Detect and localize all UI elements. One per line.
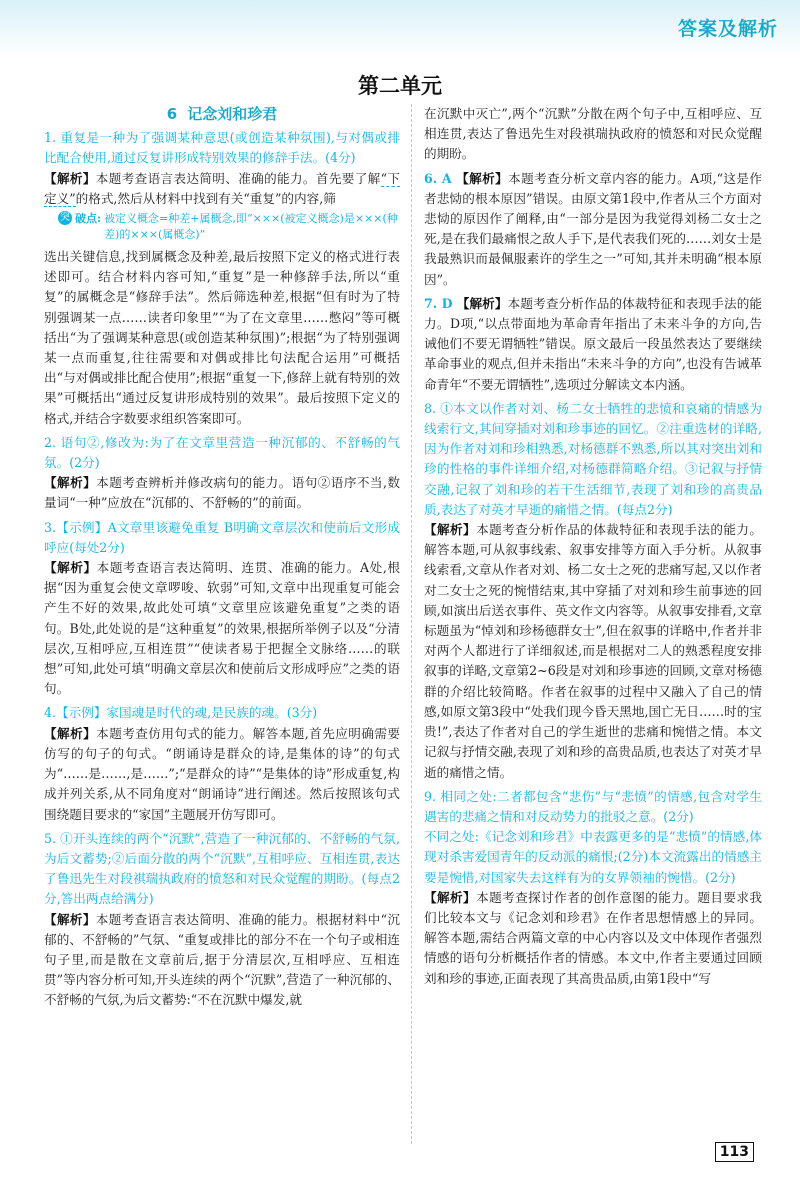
q8-answer: 8. ①本文以作者对刘、杨二女士牺牲的悲愤和哀痛的情感为线索行文,其间穿插对刘和珍事迹的回忆。②注重选材的详略,因为作者对刘和珍相熟悉,对杨德群不熟悉,所以其对突出刘和珍的性格的事件详细介绍,对杨德群简略介绍。③记叙与抒情交融,记叙了刘和珍的若干生活细节,表现了刘和珍的高贵品质,表达了对英才早逝的痛惜之情。(每点2分) <box>424 400 762 517</box>
q5-analysis <box>44 910 400 1011</box>
q2-analysis <box>44 473 400 513</box>
column-divider <box>411 104 412 1144</box>
q3-analysis <box>44 558 400 699</box>
q1-analysis-tag: 【解析】 <box>44 170 96 186</box>
q9-answer-diff: 不同之处:《记念刘和珍君》中表露更多的是“悲愤”的情感,体现对杀害爱国青年的反动派的痛恨;(2分)本文流露出的情感主要是惋惜,对国家失去这样有为的女界领袖的惋惜。(2分) <box>424 829 762 885</box>
q3-analysis-text: 本题考查语言表达简明、连贯、准确的能力。A处,根据“因为重复会使文章啰唆、软弱”可知,文章中出现重复可能会产生不好的效果,故此处可填“文章里应该避免重复”之类的语句。B处,此处说的是“这种重复”的效果,根据所举例子以及“分清层次,互相呼应,互相连贯”“使读者易于把握全文脉络……的联想”可知,此处可填“明确文章层次和使前后文形成呼应”之类的语句。 <box>44 560 400 697</box>
q1-analysis-c: 的格式,然后从材料中找到有关“重复”的内容,筛 <box>75 190 336 206</box>
q1-analysis-a: 本题考查语言表达简明、准确的能力。首先要了解 <box>95 170 381 186</box>
q1-analysis <box>44 169 400 209</box>
note-text: 被定义概念=种差+属概念,即“×××(被定义概念)是×××(种差)的×××(属概念)” <box>104 212 398 242</box>
right-column <box>424 104 762 989</box>
q4-analysis <box>44 724 400 825</box>
q3-analysis-tag: 【解析】 <box>44 560 97 576</box>
section-name: 记念刘和珍君 <box>187 105 278 123</box>
q2-analysis-tag: 【解析】 <box>44 475 97 491</box>
q1-analysis-d: 选出关键信息,找到属概念及种差,最后按照下定义的格式进行表述即可。结合材料内容可知,“重复”是一种修辞手法,所以“重复”的属概念是“修辞手法”。然后筛选种差,根据“但有时为了特别强调某一点……读者印象里”“为了在文章里……憋闷”等可概括出“为了强调某种意思(或创造某种氛围)”;根据“为了特别强调某一点而重复,往往需要和对偶或排比句法配合运用”可概括出“与对偶或排比配合使用”;根据“重复一下,修辞上就有特别的效果”可概括出“通过反复讲形成特别的效果”。最后按照下定义的格式,并结合字数要求组织答案即可。 <box>44 249 400 426</box>
q8-analysis <box>424 520 762 783</box>
left-column <box>44 104 400 1011</box>
q7 <box>424 294 762 395</box>
q9-answer-same: 9. 相同之处:二者都包含“悲伤”与“悲愤”的情感,包含对学生遇害的悲痛之情和对反动势力的批驳之意。(2分) <box>424 788 762 824</box>
q8-analysis-tag: 【解析】 <box>424 522 477 538</box>
q8-analysis-text: 本题考查分析作品的体裁特征和表现手法的能力。解答本题,可从叙事线索、叙事安排等方面入手分析。从叙事线索看,文章从作者对刘、杨二女士之死的悲痛写起,又以作者对二女士之死的惋惜结束,其中穿插了对刘和珍生前事迹的回顾,如演出后送衣事件、英文作文内容等。从叙事安排看,文章标题虽为“悼刘和珍杨德群女士”,但在叙事的详略中,作者并非对两个人都进行了详细叙述,而是根据对二人的熟悉程度安排叙事的详略,文章第2~6段是对刘和珍事迹的回顾,文章对杨德群的介绍比较简略。作者在叙事的过程中又融入了自己的情感,如原文第3段中“处我们现今昏天黑地,国亡无日……时的宝贵!”,表达了作者对自己的学生逝世的悲痛和惋惜之情。本文记叙与抒情交融,表现了刘和珍的高贵品质,也表达了对英才早逝的痛惜之情。 <box>424 522 763 780</box>
breakthrough-icon: 突 <box>60 212 70 224</box>
breakthrough-note <box>58 211 400 243</box>
q5-continued: 在沉默中灭亡”,两个“沉默”分散在两个句子中,互相呼应、互相连贯,表达了鲁迅先生对段祺瑞执政府的愤怒和对民众觉醒的期盼。 <box>424 106 762 162</box>
section-title <box>44 104 400 124</box>
section-number: 6 <box>166 105 178 123</box>
q2-analysis-text: 本题考查辨析并修改病句的能力。语句②语序不当,数量词“一种”应放在“沉郁的、不舒畅的”的前面。 <box>44 475 400 511</box>
q7-analysis-text: 本题考查分析作品的体裁特征和表现手法的能力。D项,“以点带面地为革命青年指出了未来斗争的方向,告诫他们不要无谓牺牲”错误。原文最后一段虽然表达了要继续革命事业的观点,但并未指出“未来斗争的方向”,也没有告诫革命青年“不要无谓牺牲”,选项过分解读文本内涵。 <box>424 295 763 392</box>
page-number: 113 <box>715 1142 754 1162</box>
q5-analysis-tag: 【解析】 <box>44 911 96 927</box>
q7-analysis-tag: 【解析】 <box>456 295 508 311</box>
q9-analysis-text: 本题考查探讨作者的创作意图的能力。题目要求我们比较本文与《记念刘和珍君》在作者思想情感上的异同。解答本题,需结合两篇文章的中心内容以及文中体现作者强烈情感的语句分析概括作者的情感。本文中,作者主要通过回顾刘和珍的事迹,正面表现了其高贵品质,由第1段中“写 <box>424 889 763 986</box>
q2-answer: 2. 语句②,修改为:为了在文章里营造一种沉郁的、不舒畅的气氛。(2分) <box>44 434 400 471</box>
header-title: 答案及解析 <box>677 18 778 40</box>
q4-analysis-text: 本题考查仿用句式的能力。解答本题,首先应明确需要仿写的句子的句式。“朗诵诗是群众的诗,是集体的诗”的句式为“……是……,是……”;“是群众的诗”“是集体的诗”形成重复,构成并列关系,从不同角度对“朗诵诗”进行阐述。然后按照该句式围绕题目要求的“家国”主题展开仿写即可。 <box>44 725 400 822</box>
q4-answer: 4.【示例】家国魂是时代的魂,是民族的魂。(3分) <box>44 705 318 721</box>
q1-analysis-b: “下定义” <box>44 170 401 206</box>
q3-answer: 3.【示例】A文章里该避免重复 B明确文章层次和使前后文形成呼应(每处2分) <box>44 519 400 555</box>
q4-analysis-tag: 【解析】 <box>44 725 97 741</box>
q9-analysis-tag: 【解析】 <box>424 889 477 905</box>
note-label: 破点: <box>75 212 102 226</box>
q7-answer: 7. D <box>424 295 453 311</box>
q6 <box>424 169 762 290</box>
q1-answer: 1. 重复是一种为了强调某种意思(或创造某种氛围),与对偶或排比配合使用,通过反复讲形成特别效果的修辞手法。(4分) <box>44 130 400 166</box>
q9-analysis <box>424 888 762 989</box>
q6-answer: 6. A <box>424 170 452 186</box>
unit-title: 第二单元 <box>358 73 442 98</box>
q6-analysis-tag: 【解析】 <box>456 170 509 186</box>
q5-analysis-text: 本题考查语言表达简明、准确的能力。根据材料中“沉郁的、不舒畅的”气氛、“重复或排比的部分不在一个句子或相连句子里,而是散在文章前后,据于分清层次,互相呼应、互相连贯”等内容分析可知,开头连续的两个“沉默”,营造了一种沉郁的、不舒畅的气氛,为后文蓄势:“不在沉默中爆发,就 <box>44 911 400 1008</box>
q6-analysis-text: 本题考查分析文章内容的能力。A项,“这是作者悲恸的根本原因”错误。由原文第1段中,作者从三个方面对悲恸的原因作了阐释,由“一部分是因为我觉得刘杨二女士之死,是在我们最痛恨之敌人手下,是代表我们死的……刘女士是我最熟识而最佩服素许的学生之一”可知,其并未明确“根本原因”。 <box>424 170 762 287</box>
q5-answer: 5. ①开头连续的两个“沉默”,营造了一种沉郁的、不舒畅的气氛,为后文蓄势;②后面分散的两个“沉默”,互相呼应、互相连贯,表达了鲁迅先生对段祺瑞执政府的愤怒和对民众觉醒的期盼。(每点2分,答出两点给满分) <box>44 830 400 907</box>
